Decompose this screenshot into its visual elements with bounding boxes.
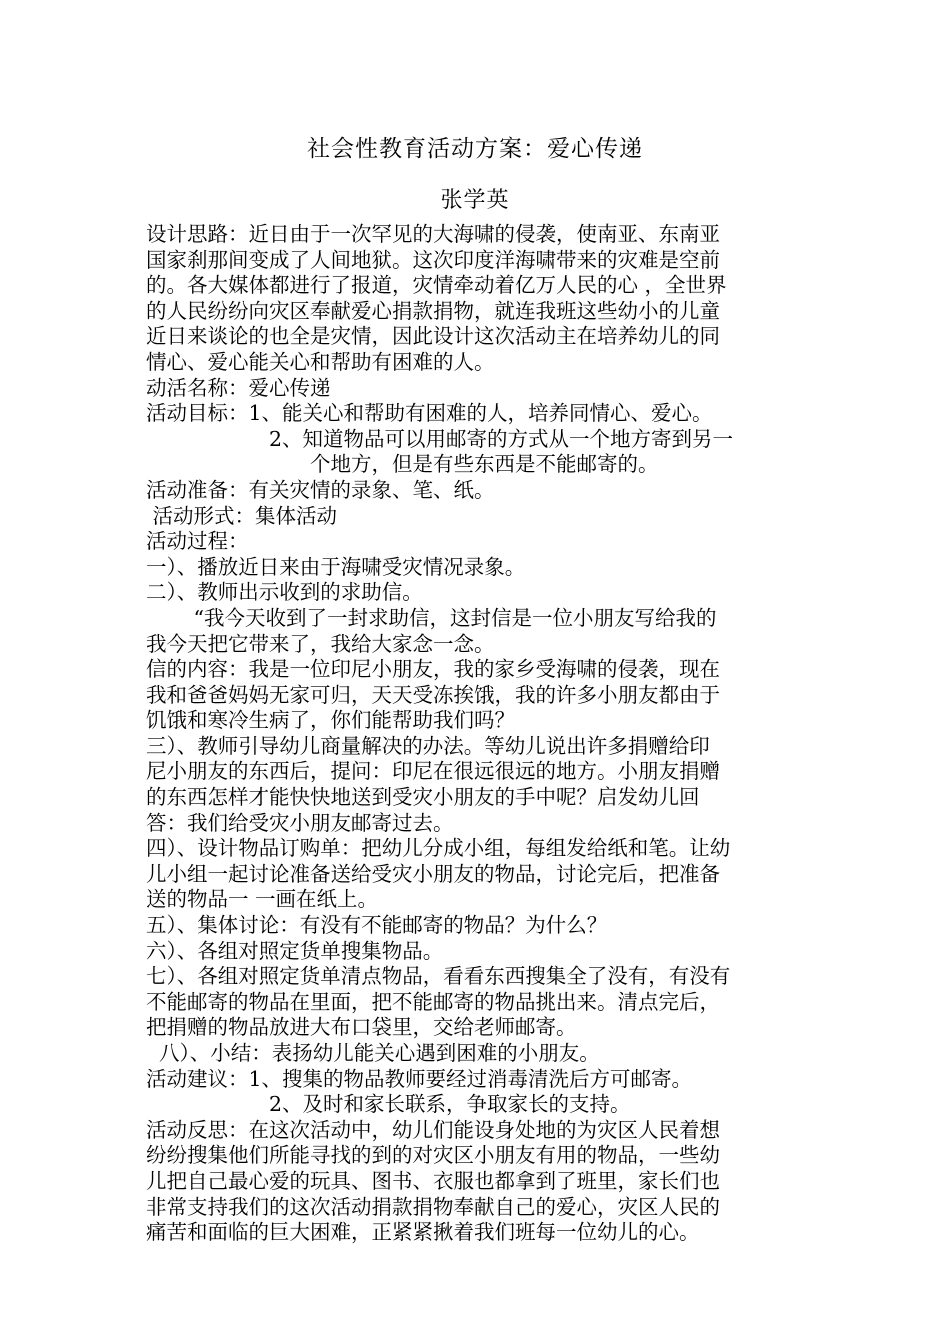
- body-line: 的东西怎样才能快快地送到受灾小朋友的手中呢？启发幼儿回: [146, 785, 700, 810]
- document-body: [146, 222, 826, 1246]
- body-line: 近日来谈论的也全是灾情，因此设计这次活动主在培养幼儿的同: [146, 324, 720, 349]
- body-line: 二）、教师出示收到的求助信。: [146, 580, 423, 605]
- body-line: 活动目标：1、能关心和帮助有困难的人，培养同情心、爱心。: [146, 401, 713, 426]
- body-line: 设计思路：近日由于一次罕见的大海啸的侵袭，使南亚、东南亚: [146, 222, 720, 246]
- body-line: 四）、设计物品订购单：把幼儿分成小组，每组发给纸和笔。让幼: [146, 836, 731, 861]
- body-line: 个地方，但是有些东西是不能邮寄的。: [146, 452, 659, 477]
- body-line: 活动过程：: [146, 529, 249, 554]
- body-line: 六）、各组对照定货单搜集物品。: [146, 938, 444, 963]
- body-line: 活动建议：1、搜集的物品教师要经过消毒清洗后方可邮寄。: [146, 1066, 693, 1091]
- body-line: 信的内容：我是一位印尼小朋友，我的家乡受海啸的侵袭，现在: [146, 657, 720, 682]
- body-line: 饥饿和寒冷生病了，你们能帮助我们吗？: [146, 708, 515, 733]
- body-line: 七）、各组对照定货单清点物品，看看东西搜集全了没有，有没有: [146, 964, 731, 989]
- body-line: 痛苦和面临的巨大困难，正紧紧揪着我们班每一位幼儿的心。: [146, 1220, 700, 1245]
- document-title: 社会性教育活动方案：爱心传递: [307, 136, 643, 162]
- body-line: 动活名称：爱心传递: [146, 375, 331, 400]
- body-line: 活动准备：有关灾情的录象、笔、纸。: [146, 477, 495, 502]
- body-line: 尼小朋友的东西后，提问：印尼在很远很远的地方。小朋友捐赠: [146, 759, 720, 784]
- body-line: “我今天收到了一封求助信，这封信是一位小朋友写给我的: [146, 605, 717, 630]
- body-line: 送的物品一 一画在纸上。: [146, 887, 379, 912]
- body-line: 八）、小结：表扬幼儿能关心遇到困难的小朋友。: [146, 1041, 600, 1065]
- body-line: 五）、集体讨论：有没有不能邮寄的物品？为什么？: [146, 913, 608, 938]
- body-line: 的。各大媒体都进行了报道，灾情牵动着亿万人民的心 ，全世界: [146, 273, 727, 298]
- body-line: 2、及时和家长联系，争取家长的支持。: [146, 1092, 631, 1117]
- body-line: 一）、播放近日来由于海啸受灾情况录象。: [146, 554, 526, 579]
- body-line: 的人民纷纷向灾区奉献爱心捐款捐物，就连我班这些幼小的儿童: [146, 298, 720, 323]
- body-line: 非常支持我们的这次活动捐款捐物奉献自己的爱心，灾区人民的: [146, 1194, 720, 1219]
- body-line: 2、知道物品可以用邮寄的方式从一个地方寄到另一: [146, 426, 734, 451]
- body-line: 三）、教师引导幼儿商量解决的办法。等幼儿说出许多捐赠给印: [146, 733, 710, 758]
- body-line: 答：我们给受灾小朋友邮寄过去。: [146, 810, 454, 835]
- body-line: 儿把自己最心爱的玩具、图书、衣服也都拿到了班里，家长们也: [146, 1168, 720, 1193]
- body-line: 不能邮寄的物品在里面，把不能邮寄的物品挑出来。清点完后，: [146, 989, 720, 1014]
- body-line: 把捐赠的物品放进大布口袋里，交给老师邮寄。: [146, 1015, 577, 1040]
- body-line: 活动反思：在这次活动中，幼儿们能设身处地的为灾区人民着想: [146, 1117, 720, 1142]
- body-line: 纷纷搜集他们所能寻找的到的对灾区小朋友有用的物品，一些幼: [146, 1143, 720, 1168]
- document-author: 张学英: [440, 188, 510, 213]
- body-line: 国家刹那间变成了人间地狱。这次印度洋海啸带来的灾难是空前: [146, 247, 720, 272]
- body-line: 我和爸爸妈妈无家可归，天天受冻挨饿，我的许多小朋友都由于: [146, 682, 720, 707]
- body-line: 活动形式：集体活动: [146, 503, 338, 528]
- body-line: 儿小组一起讨论准备送给受灾小朋友的物品，讨论完后，把准备: [146, 861, 720, 886]
- body-line: 我今天把它带来了，我给大家念一念。: [146, 631, 495, 656]
- body-line: 情心、爱心能关心和帮助有困难的人。: [146, 349, 495, 374]
